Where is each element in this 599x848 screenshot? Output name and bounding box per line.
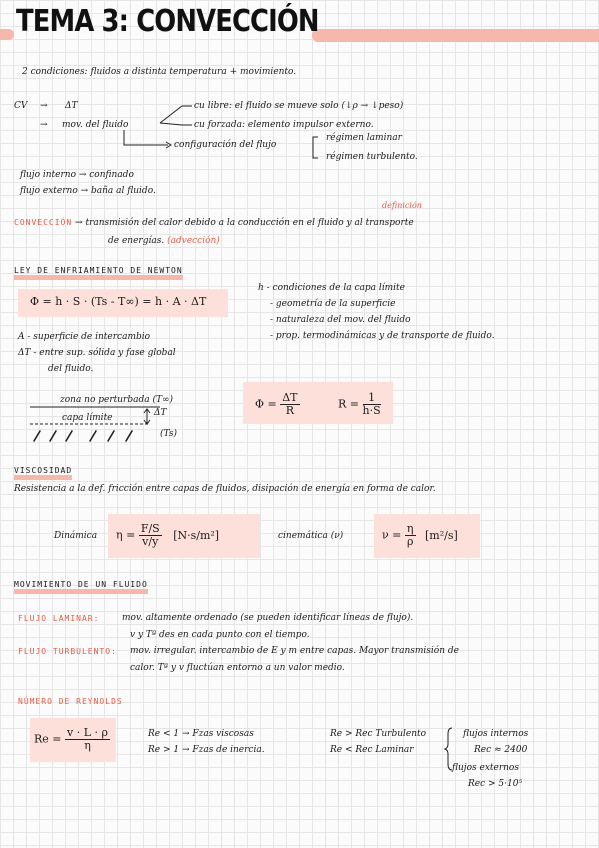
cu-forzada: cu forzada: elemento impulsor externo. [194, 120, 374, 130]
viscosidad-heading: VISCOSIDAD [14, 466, 72, 480]
reynolds-numerator: v · L · ρ [67, 726, 108, 739]
mov-fluido: mov. del fluido [62, 120, 129, 130]
reynolds-row-1: Re < 1 → Fzas viscosas [148, 729, 254, 739]
r-numerator: 1 [363, 392, 381, 405]
h-item-3: - prop. termodinámicas y de transporte de fluido. [270, 331, 495, 341]
turbulento-label: FLUJO TURBULENTO: [18, 647, 117, 656]
turbulento-line-2: calor. Tª y v fluctúan entorno a un valor medio. [130, 663, 345, 673]
reynolds-heading: NÚMERO DE REYNOLDS [18, 697, 123, 706]
newton-heading: LEY DE ENFRIAMIENTO DE NEWTON [14, 266, 183, 280]
cinematica-label: cinemática (ν) [278, 531, 344, 541]
cv-delta-t: ΔT [65, 101, 78, 111]
regimen-turbulento: régimen turbulento. [326, 152, 418, 162]
dt-mark: ΔT [154, 408, 167, 418]
laminar-label: FLUJO LAMINAR: [18, 614, 100, 623]
viscosidad-text: Resistencia a la def. fricción entre capas de fluidos, disipación de energía en forma de calor. [14, 484, 436, 494]
dinamica-numerator: F/S [140, 522, 160, 535]
newton-formula: Φ = h · S · (Ts - T∞) = h · A · ΔT [30, 295, 207, 308]
page-title: TEMA 3: CONVECCIÓN [16, 4, 319, 39]
dinamica-label: Dinámica [54, 531, 98, 541]
reynolds-row-2: Re > 1 → Fzas de inercia. [148, 745, 265, 755]
r-lhs: R = [338, 397, 359, 411]
cv-label: CV [14, 101, 28, 111]
flujos-internos: flujos internos [463, 729, 529, 739]
definicion-text-1: → transmisión del calor debido a la conducción en el fluido y al transporte [75, 218, 414, 228]
definicion-tag: definición [382, 201, 422, 210]
condiciones-line: 2 condiciones: fluidos a distinta temperatura + movimiento. [22, 67, 297, 77]
flujos-internos-value: Rec ≈ 2400 [474, 745, 528, 755]
cinematica-units: [m²/s] [425, 528, 458, 542]
dt-definition-1: ΔT - entre sup. sólida y fase global [18, 348, 176, 358]
laminar-line-1: mov. altamente ordenado (se pueden identificar líneas de flujo). [122, 613, 414, 623]
definicion-advection: (advección) [167, 236, 220, 246]
flujo-externo: flujo externo → baña al fluido. [20, 186, 156, 196]
cv-arrow: → [40, 101, 48, 111]
h-item-1: - geometría de la superficie [270, 299, 396, 309]
cv-arrow-2: → [40, 120, 48, 130]
dinamica-denominator: v/y [142, 535, 159, 548]
flujos-externos-value: Rec > 5·10⁵ [468, 779, 523, 789]
capa-limite-label: capa límite [62, 413, 113, 423]
zona-no-perturbada: zona no perturbada (T∞) [60, 395, 174, 405]
configuracion-flujo: configuración del flujo [174, 140, 277, 150]
ts-mark: (Ts) [160, 429, 177, 439]
flujos-externos: flujos externos [452, 763, 519, 773]
movimiento-heading: MOVIMIENTO DE UN FLUIDO [14, 580, 148, 594]
h-item-2: - naturaleza del mov. del fluido [270, 315, 411, 325]
reynolds-row-4: Re < Rec Laminar [330, 745, 414, 755]
dinamica-units: [N·s/m²] [173, 528, 220, 542]
definicion-text-2: de energías. [108, 236, 165, 246]
turbulento-line-1: mov. irregular. intercambio de E y m entre capas. Mayor transmisión de [130, 646, 459, 656]
reynolds-row-3: Re > Rec Turbulento [330, 729, 427, 739]
cinematica-denominator: ρ [406, 535, 414, 548]
dinamica-lhs: η = [116, 528, 136, 542]
r-denominator: h·S [362, 404, 381, 417]
phi-denominator: R [285, 404, 295, 417]
regimen-laminar: régimen laminar [326, 133, 402, 143]
a-definition: A - superficie de intercambio [18, 332, 151, 342]
h-label: h - condiciones de la capa límite [258, 283, 405, 293]
dt-definition-2: del fluido. [48, 364, 94, 374]
cinematica-lhs: ν = [382, 528, 402, 542]
phi-numerator: ΔT [282, 391, 298, 404]
reynolds-lhs: Re = [34, 732, 62, 746]
flujo-interno: flujo interno → confinado [20, 170, 134, 180]
conveccion-term: CONVECCIÓN [14, 218, 73, 227]
cv-libre: cu libre: el fluido se mueve solo (↓ρ → ↓peso) [194, 101, 404, 111]
laminar-line-2: v y Tª des en cada punto con el tiempo. [130, 630, 310, 640]
cinematica-numerator: η [406, 522, 414, 535]
reynolds-denominator: η [84, 739, 91, 752]
phi-lhs: Φ = [255, 397, 277, 411]
